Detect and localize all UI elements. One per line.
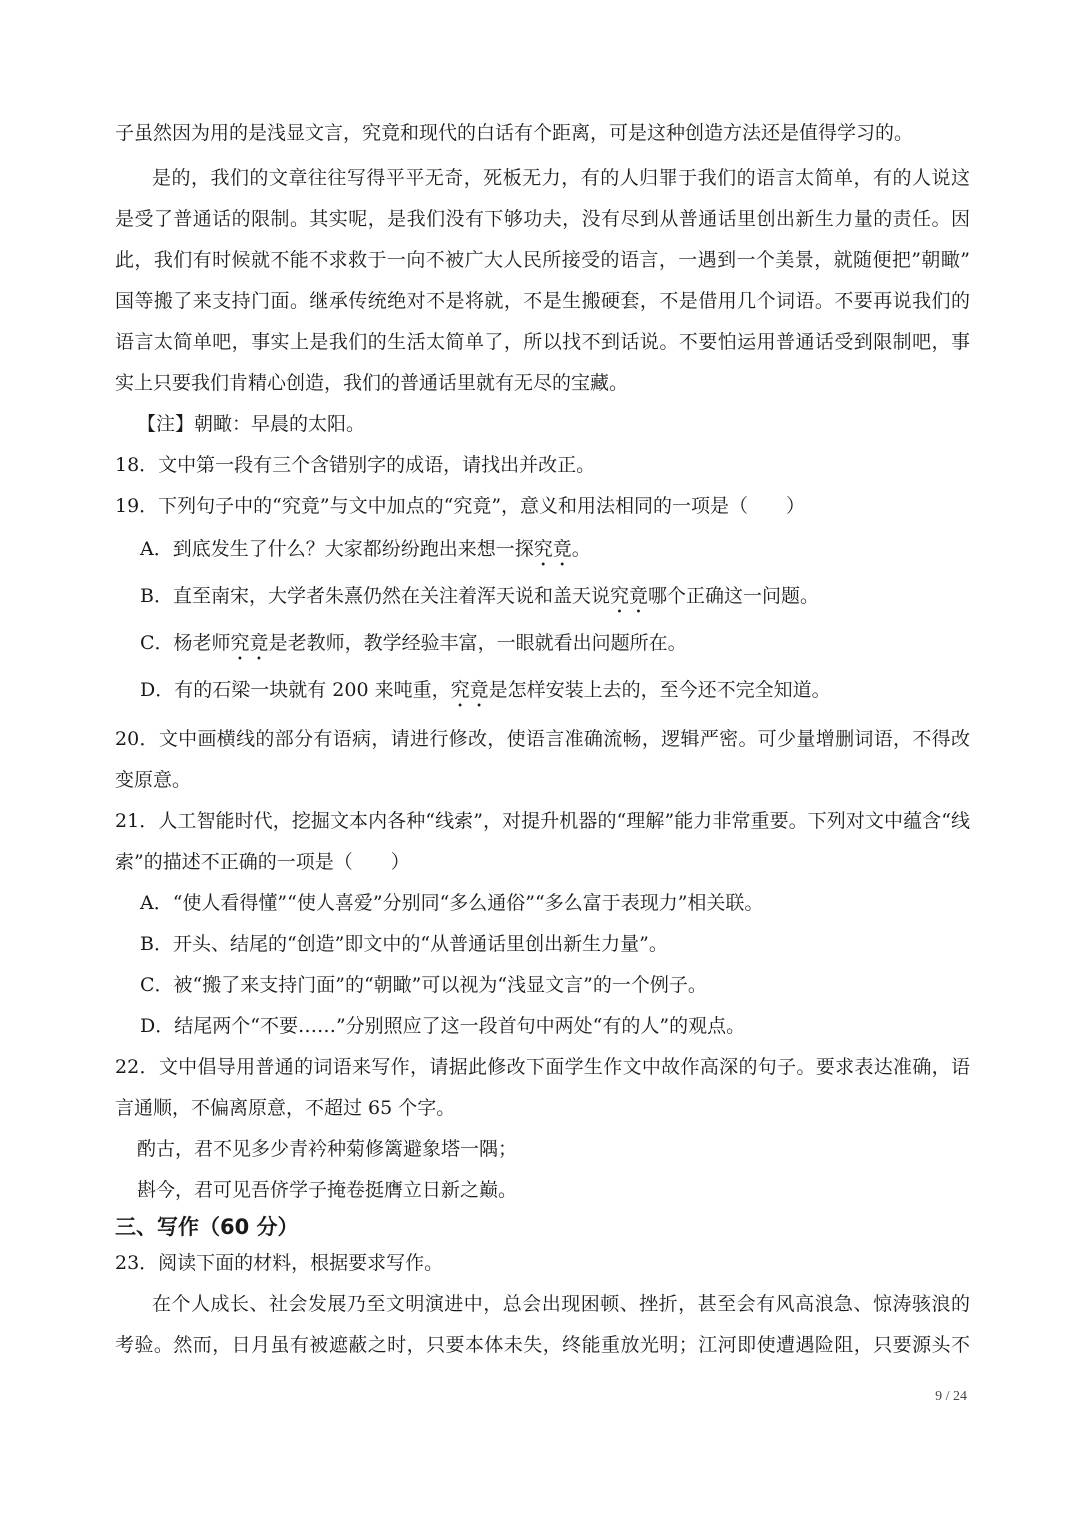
q19-option-a: A．到底发生了什么？大家都纷纷跑出来想一探究竟。 <box>140 538 591 560</box>
question-18: 18．文中第一段有三个含错别字的成语，请找出并改正。 <box>115 454 596 476</box>
question-23: 23．阅读下面的材料，根据要求写作。 <box>115 1252 444 1274</box>
question-19: 19．下列句子中的“究竟”与文中加点的“究竟”，意义和用法相同的一项是（ ） <box>115 495 806 517</box>
annotation-note: 【注】朝瞰：早晨的太阳。 <box>137 413 366 435</box>
q19-option-c: C．杨老师究竟是老教师，教学经验丰富，一眼就看出问题所在。 <box>140 632 687 654</box>
passage-line: 子虽然因为用的是浅显文言，究竟和现代的白话有个距离，可是这种创造方法还是值得学习的。 <box>115 122 914 144</box>
passage-line: 实上只要我们肯精心创造，我们的普通话里就有无尽的宝藏。 <box>115 372 629 394</box>
passage-line: 国等搬了来支持门面。继承传统绝对不是将就，不是生搬硬套，不是借用几个词语。不要再说我们的 <box>115 290 970 312</box>
question-21: 21．人工智能时代，挖掘文本内各种“线索”，对提升机器的“理解”能力非常重要。下列对文中蕴含“线 <box>115 810 970 832</box>
material-line: 在个人成长、社会发展乃至文明演进中，总会出现困顿、挫折，甚至会有风高浪急、惊涛骇浪的 <box>152 1293 970 1315</box>
student-sentence-1: 酌古，君不见多少青衿种菊修篱避象塔一隅； <box>137 1138 518 1160</box>
question-20: 20．文中画横线的部分有语病，请进行修改，使语言准确流畅，逻辑严密。可少量增删词语，不得改 <box>115 728 970 750</box>
question-22-cont: 言通顺，不偏离原意，不超过 65 个字。 <box>115 1097 456 1119</box>
page-number: 9 / 24 <box>935 1389 967 1404</box>
passage-line: 此，我们有时候就不能不求救于一向不被广大人民所接受的语言，一遇到一个美景，就随便把”朝瞰” <box>115 249 970 271</box>
section-title-writing: 三、写作（60 分） <box>115 1215 299 1239</box>
q21-option-b: B．开头、结尾的“创造”即文中的“从普通话里创出新生力量”。 <box>140 933 668 955</box>
material-line: 考验。然而，日月虽有被遮蔽之时，只要本体未失，终能重放光明；江河即使遭遇险阻，只要源头不 <box>115 1334 970 1356</box>
question-21-cont: 索”的描述不正确的一项是（ ） <box>115 851 410 873</box>
q21-option-c: C．被“搬了来支持门面”的“朝瞰”可以视为“浅显文言”的一个例子。 <box>140 974 707 996</box>
passage-line: 是受了普通话的限制。其实呢，是我们没有下够功夫，没有尽到从普通话里创出新生力量的责任。因 <box>115 208 970 230</box>
question-20-cont: 变原意。 <box>115 769 192 791</box>
q21-option-a: A．“使人看得懂”“使人喜爱”分别同“多么通俗”“多么富于表现力”相关联。 <box>140 892 764 914</box>
student-sentence-2: 斟今，君可见吾侪学子掩卷挺膺立日新之巅。 <box>137 1179 518 1201</box>
passage-line: 是的，我们的文章往往写得平平无奇，死板无力，有的人归罪于我们的语言太简单，有的人说这 <box>152 167 970 189</box>
q21-option-d: D．结尾两个“不要……”分别照应了这一段首句中两处“有的人”的观点。 <box>140 1015 746 1037</box>
q19-option-d: D．有的石梁一块就有 200 来吨重，究竟是怎样安装上去的，至今还不完全知道。 <box>140 679 831 701</box>
question-22: 22．文中倡导用普通的词语来写作，请据此修改下面学生作文中故作高深的句子。要求表达准确，语 <box>115 1056 970 1078</box>
q19-option-b: B．直至南宋，大学者朱熹仍然在关注着浑天说和盖天说究竟哪个正确这一问题。 <box>140 585 819 607</box>
passage-line: 语言太简单吧，事实上是我们的生活太简单了，所以找不到话说。不要怕运用普通话受到限制吧，事 <box>115 331 970 353</box>
